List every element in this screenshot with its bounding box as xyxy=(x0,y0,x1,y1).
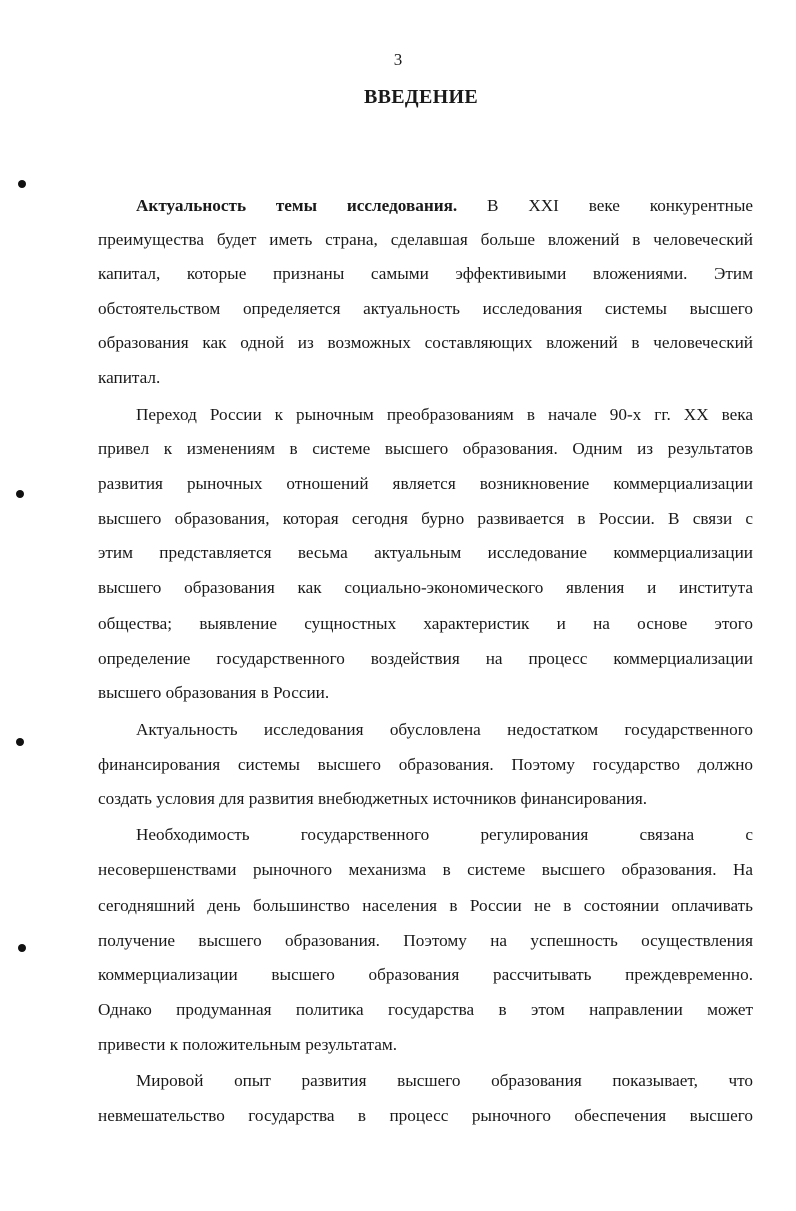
text-line: высшего образования как социально-экономического явления и института xyxy=(98,578,753,597)
text-line: капитал, которые признаны самыми эффективиыми вложениями. Этим xyxy=(98,264,753,283)
section-heading-inline: Актуальность темы исследования. xyxy=(136,196,458,215)
binding-hole-mark xyxy=(18,180,26,188)
text-line: Актуальность темы исследования. В XXI веке конкурентные xyxy=(136,196,753,215)
text-line: преимущества будет иметь страна, сделавшая больше вложений в человеческий xyxy=(98,230,753,249)
text-line: капитал. xyxy=(98,368,161,387)
text-line: образования как одной из возможных составляющих вложений в человеческий xyxy=(98,333,753,352)
text-line: Однако продуманная политика государства в этом направлении может xyxy=(98,1000,753,1019)
text-line: высшего образования в России. xyxy=(98,683,330,702)
binding-hole-mark xyxy=(18,944,26,952)
text-line: невмешательство государства в процесс рыночного обеспечения высшего xyxy=(98,1106,753,1125)
text-line: высшего образования, которая сегодня бурно развивается в России. В связи с xyxy=(98,509,753,528)
text-line: развития рыночных отношений является возникновение коммерциализации xyxy=(98,474,753,493)
text-line: сегодняшний день большинство населения в России не в состоянии оплачивать xyxy=(98,896,753,915)
text-line: Переход России к рыночным преобразованиям в начале 90-х гг. XX века xyxy=(136,405,753,424)
text-line: Мировой опыт развития высшего образования показывает, что xyxy=(136,1071,753,1090)
text-line: этим представляется весьма актуальным исследование коммерциализации xyxy=(98,543,753,562)
text-line: несовершенствами рыночного механизма в системе высшего образования. На xyxy=(98,860,753,879)
text-line: создать условия для развития внебюджетных источников финансирования. xyxy=(98,789,648,808)
text-line: коммерциализации высшего образования рассчитывать преждевременно. xyxy=(98,965,753,984)
text-line: определение государственного воздействия на процесс коммерциализации xyxy=(98,649,753,668)
text-line: привел к изменениям в системе высшего образования. Одним из результатов xyxy=(98,439,753,458)
binding-hole-mark xyxy=(16,738,24,746)
binding-hole-mark xyxy=(16,490,24,498)
page-title: ВВЕДЕНИЕ xyxy=(364,86,478,108)
text-line: Актуальность исследования обусловлена недостатком государственного xyxy=(136,720,753,739)
text-line: привести к положительным результатам. xyxy=(98,1035,398,1054)
text-line: получение высшего образования. Поэтому на успешность осуществления xyxy=(98,931,753,950)
text-line: общества; выявление сущностных характеристик и на основе этого xyxy=(98,614,753,633)
text-line: финансирования системы высшего образования. Поэтому государство должно xyxy=(98,755,753,774)
page-number: 3 xyxy=(393,50,403,69)
text-line: обстоятельством определяется актуальность исследования системы высшего xyxy=(98,299,753,318)
text-line: Необходимость государственного регулирования связана с xyxy=(136,825,753,844)
